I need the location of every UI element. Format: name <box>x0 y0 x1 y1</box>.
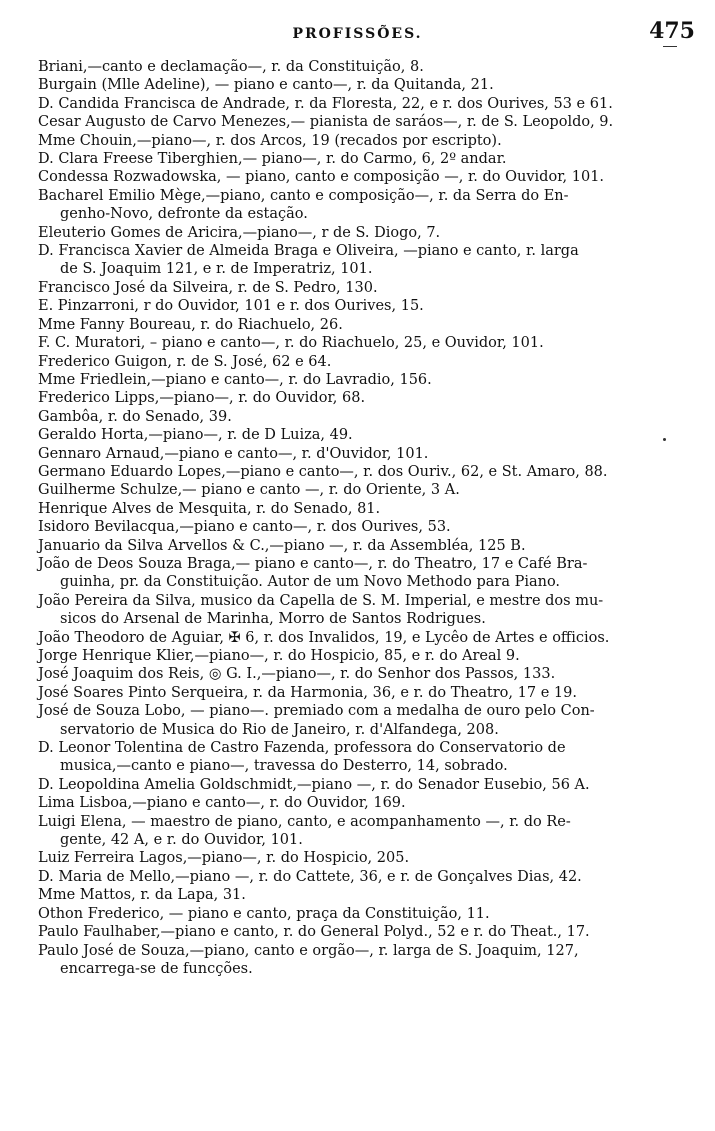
entry-first-line: Frederico Lipps,—piano—, r. do Ouvidor, 68. <box>38 390 366 407</box>
page-mark-rule <box>663 46 677 47</box>
entry-first-line: Geraldo Horta,—piano—, r. de D Luiza, 49. <box>38 427 353 444</box>
directory-entry <box>38 113 698 131</box>
entry-first-line: Briani,—canto e declamação—, r. da Constituição, 8. <box>38 59 424 75</box>
entry-first-line: Eleuterio Gomes de Aricira,—piano—, r de S. Diogo, 7. <box>38 224 441 241</box>
entry-first-line: Francisco José da Silveira, r. de S. Pedro, 130. <box>38 279 378 296</box>
entry-first-line: José de Souza Lobo, — piano—. premiado com a medalha de ouro pelo Con- <box>38 703 595 720</box>
directory-entry <box>38 776 698 794</box>
directory-entry <box>38 242 698 279</box>
directory-entry <box>38 426 698 444</box>
directory-entry <box>38 942 698 979</box>
entry-first-line: Othon Frederico, — piano e canto, praça da Constituição, 11. <box>38 905 490 922</box>
entry-first-line: Januario da Silva Arvellos & C.,—piano —, r. da Assembléa, 125 B. <box>38 537 526 554</box>
directory-entry <box>38 150 698 168</box>
directory-entry <box>38 518 698 536</box>
directory-entry <box>38 463 698 481</box>
entry-first-line: João de Deos Souza Braga,— piano e canto—, r. do Theatro, 17 e Café Bra- <box>38 555 588 572</box>
entry-first-line: Gennaro Arnaud,—piano e canto—, r. d'Ouvidor, 101. <box>38 445 429 462</box>
directory-entry <box>38 132 698 150</box>
entry-continuation-line: genho-Novo, defronte da estação. <box>60 206 308 223</box>
entry-first-line: Mme Friedlein,—piano e canto—, r. do Lavradio, 156. <box>38 371 432 388</box>
page-number: 475 <box>649 18 695 44</box>
entry-first-line: Paulo José de Souza,—piano, canto e orgão—, r. larga de S. Joaquim, 127, <box>38 942 579 959</box>
directory-entry <box>38 445 698 463</box>
directory-entry <box>38 629 698 647</box>
entry-first-line: Guilherme Schulze,— piano e canto —, r. do Oriente, 3 A. <box>38 482 460 499</box>
directory-entry <box>38 95 698 113</box>
directory-entry <box>38 316 698 334</box>
entry-continuation-line: guinha, pr. da Constituição. Autor de um Novo Methodo para Piano. <box>60 574 561 591</box>
directory-entry <box>38 923 698 941</box>
entry-continuation-line: servatorio de Musica do Rio de Janeiro, r. d'Alfandega, 208. <box>60 721 499 738</box>
directory-entry <box>38 665 698 683</box>
directory-entry <box>38 647 698 665</box>
directory-entry <box>38 353 698 371</box>
running-header-title: PROFISSÕES. <box>292 26 423 42</box>
entry-first-line: Henrique Alves de Mesquita, r. do Senado, 81. <box>38 500 381 517</box>
entry-first-line: Germano Eduardo Lopes,—piano e canto—, r. dos Ouriv., 62, e St. Amaro, 88. <box>38 463 608 480</box>
entry-first-line: E. Pinzarroni, r do Ouvidor, 101 e r. dos Ourives, 15. <box>38 298 424 315</box>
entry-first-line: João Pereira da Silva, musico da Capella de S. M. Imperial, e mestre dos mu- <box>38 592 604 609</box>
entry-first-line: Lima Lisboa,—piano e canto—, r. do Ouvidor, 169. <box>38 795 406 812</box>
entry-continuation-line: musica,—canto e piano—, travessa do Desterro, 14, sobrado. <box>60 758 508 775</box>
directory-entry <box>38 905 698 923</box>
entry-first-line: F. C. Muratori, – piano e canto—, r. do Riachuelo, 25, e Ouvidor, 101. <box>38 335 544 352</box>
directory-entry <box>38 334 698 352</box>
directory-entry <box>38 886 698 904</box>
entry-first-line: Isidoro Bevilacqua,—piano e canto—, r. dos Ourives, 53. <box>38 519 451 536</box>
entry-first-line: Mme Fanny Boureau, r. do Riachuelo, 26. <box>38 316 343 333</box>
directory-entry <box>38 481 698 499</box>
directory-entry <box>38 868 698 886</box>
entry-continuation-line: de S. Joaquim 121, e r. de Imperatriz, 101. <box>60 261 373 278</box>
directory-entry <box>38 500 698 518</box>
entry-first-line: José Soares Pinto Serqueira, r. da Harmonia, 36, e r. do Theatro, 17 e 19. <box>38 684 577 701</box>
entry-first-line: Gambôa, r. do Senado, 39. <box>38 408 232 425</box>
entry-continuation-line: sicos do Arsenal de Marinha, Morro de Santos Rodrigues. <box>60 611 486 628</box>
directory-entry <box>38 371 698 389</box>
entry-first-line: D. Maria de Mello,—piano —, r. do Cattete, 36, e r. de Gonçalves Dias, 42. <box>38 868 582 885</box>
entry-first-line: Frederico Guigon, r. de S. José, 62 e 64. <box>38 353 332 370</box>
entry-first-line: Paulo Faulhaber,—piano e canto, r. do General Polyd., 52 e r. do Theat., 17. <box>38 924 590 941</box>
entry-first-line: Mme Mattos, r. da Lapa, 31. <box>38 887 246 904</box>
entry-first-line: João Theodoro de Aguiar, ✠ 6, r. dos Invalidos, 19, e Lycêo de Artes e officios. <box>38 629 610 646</box>
directory-entry <box>38 168 698 186</box>
entry-continuation-line: encarrega-se de funcções. <box>60 960 253 977</box>
entry-continuation-line: gente, 42 A, e r. do Ouvidor, 101. <box>60 832 303 849</box>
directory-entry <box>38 224 698 242</box>
entry-first-line: Burgain (Mlle Adeline), — piano e canto—, r. da Quitanda, 21. <box>38 77 494 94</box>
directory-entry <box>38 187 698 224</box>
directory-entry <box>38 849 698 867</box>
directory-entry <box>38 408 698 426</box>
directory-entry <box>38 739 698 776</box>
directory-entry <box>38 684 698 702</box>
directory-entry <box>38 76 698 94</box>
entry-first-line: Bacharel Emilio Mège,—piano, canto e composição—, r. da Serra do En- <box>38 187 569 204</box>
directory-entry <box>38 555 698 592</box>
entry-first-line: Luiz Ferreira Lagos,—piano—, r. do Hospicio, 205. <box>38 850 410 867</box>
entry-first-line: Cesar Augusto de Carvo Menezes,— pianista de saráos—, r. de S. Leopoldo, 9. <box>38 114 614 131</box>
directory-entry <box>38 592 698 629</box>
entry-first-line: D. Clara Freese Tiberghien,— piano—, r. do Carmo, 6, 2º andar. <box>38 151 507 168</box>
entry-first-line: Mme Chouin,—piano—, r. dos Arcos, 19 (recados por escripto). <box>38 132 502 149</box>
directory-entry <box>38 279 698 297</box>
print-speck <box>663 438 666 441</box>
directory-entry <box>38 537 698 555</box>
directory-entry <box>38 813 698 850</box>
entry-first-line: D. Francisca Xavier de Almeida Braga e Oliveira, —piano e canto, r. larga <box>38 243 579 260</box>
directory-entry <box>38 794 698 812</box>
entry-first-line: D. Leonor Tolentina de Castro Fazenda, professora do Conservatorio de <box>38 740 566 757</box>
entry-first-line: Luigi Elena, — maestro de piano, canto, e acompanhamento —, r. do Re- <box>38 813 571 830</box>
directory-entry <box>38 389 698 407</box>
directory-entry <box>38 58 698 76</box>
entry-first-line: D. Candida Francisca de Andrade, r. da Floresta, 22, e r. dos Ourives, 53 e 61. <box>38 95 613 112</box>
directory-entry <box>38 702 698 739</box>
entry-first-line: Jorge Henrique Klier,—piano—, r. do Hospicio, 85, e r. do Areal 9. <box>38 648 520 664</box>
directory-entry-list <box>38 58 698 978</box>
entry-first-line: D. Leopoldina Amelia Goldschmidt,—piano —, r. do Senador Eusebio, 56 A. <box>38 776 590 793</box>
directory-entry <box>38 297 698 315</box>
entry-first-line: Condessa Rozwadowska, — piano, canto e composição —, r. do Ouvidor, 101. <box>38 169 605 186</box>
entry-first-line: José Joaquim dos Reis, ◎ G. I.,—piano—, r. do Senhor dos Passos, 133. <box>38 666 556 683</box>
